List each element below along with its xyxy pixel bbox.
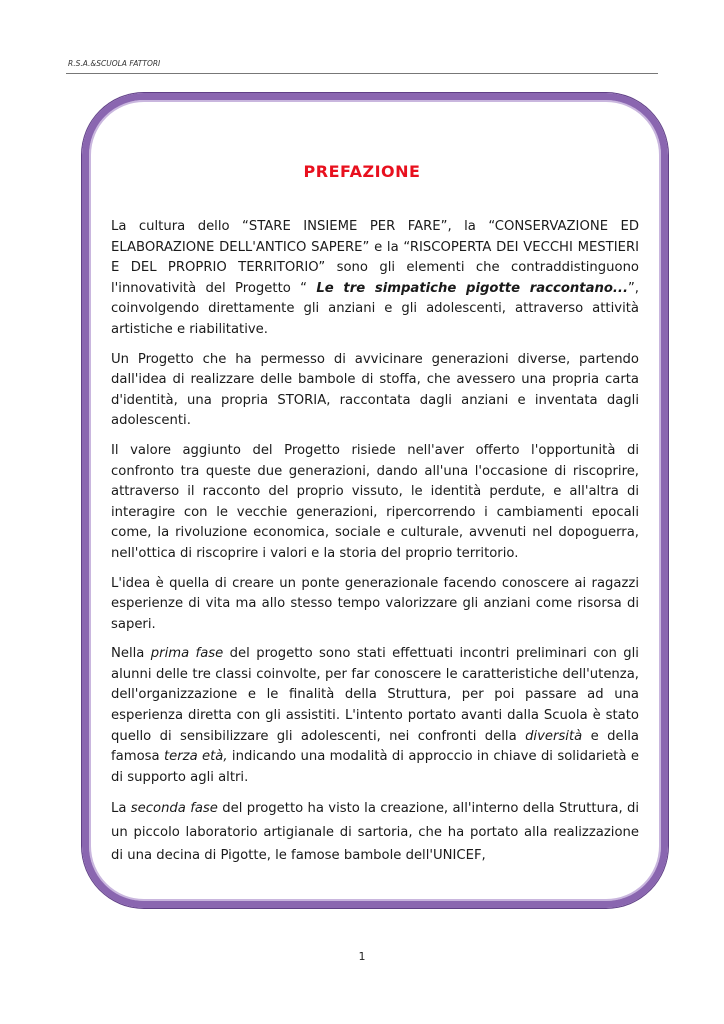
emphasis: diversità [525, 728, 583, 744]
paragraph-1 [111, 217, 639, 341]
paragraph-3: Il valore aggiunto del Progetto risiede nell'aver offerto l'opportunità di confronto tra queste due generazioni, dando all'una l'occasione di riscoprire, attraverso il racconto del proprio vissuto, le identità perdute, e all'altra di interagire con le vecchie generazioni, ripercorrendo i cambiamenti epocali come, la rivoluzione economica, sociale e culturale, avvenuti nel dopoguerra, nell'ottica di riscoprire i valori e la storia del proprio territorio. [111, 442, 639, 561]
emphasis: seconda fase [130, 801, 218, 817]
page-title: PREFAZIONE [303, 162, 421, 181]
text-span: del progetto ha visto la creazione, all'interno della Struttura, di un piccolo laboratorio artigianale di sartoria, che ha portato alla realizzazione di una decina di Pigotte, le famose bambole dell'UNICEF, [111, 801, 640, 864]
text-span: del progetto sono stati effettuati incontri preliminari con gli alunni delle tre classi coinvolte, per far conoscere le caratteristiche dell'utenza, dell'organizzazione e le finalità della Struttura, per poi passare ad una esperienza diretta con gli assistiti. L'intento portato avanti dalla Scuola è stato quello di sensibilizzare gli adolescenti, nei confronti della [111, 646, 639, 744]
emphasis: prima fase [150, 646, 224, 662]
paragraph-5 [111, 644, 639, 788]
text-span: La [111, 801, 131, 817]
emphasis: terza età, [163, 749, 228, 765]
text-span: e della famosa [111, 728, 639, 765]
paragraph-6 [111, 797, 639, 868]
paragraph-4: L'idea è quella di creare un ponte generazionale facendo conoscere ai ragazzi esperienze di vita ma allo stesso tempo valorizzare gli anziani come risorsa di saperi. [111, 575, 639, 632]
text-span: ”, coinvolgendo direttamente gli anziani e gli adolescenti, attraverso attività artistiche e riabilitative. [111, 280, 639, 337]
project-title: Le tre simpatiche pigotte raccontano... [316, 280, 628, 296]
page-number: 1 [358, 950, 366, 963]
text-span: indicando una modalità di approccio in chiave di solidarietà e di supporto agli altri. [111, 749, 639, 785]
header-rule [66, 73, 658, 74]
running-header: R.S.A.&SCUOLA FATTORI [68, 59, 161, 68]
paragraph-2: Un Progetto che ha permesso di avvicinare generazioni diverse, partendo dall'idea di realizzare delle bambole di stoffa, che avessero una propria carta d'identità, una propria STORIA, raccontata dagli anziani e inventata dagli adolescenti. [111, 351, 639, 429]
text-span: La cultura dello “STARE INSIEME PER FARE”, la “CONSERVAZIONE ED ELABORAZIONE DELL'ANTICO SAPERE” e la “RISCOPERTA DEI VECCHI MESTIERI E DEL PROPRIO TERRITORIO” sono gli elementi che contraddistinguono l'innovatività del Progetto “ [111, 219, 639, 296]
text-span: Nella [111, 646, 151, 662]
body-text [111, 217, 639, 877]
